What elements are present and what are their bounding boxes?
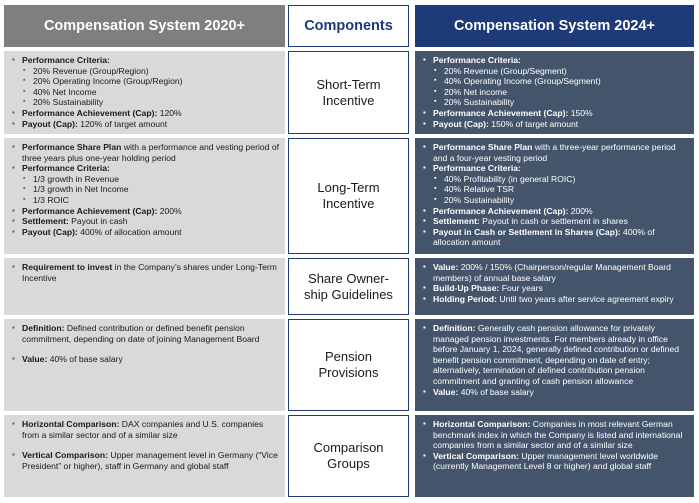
list-item: ▪ 20% Net income bbox=[423, 87, 688, 98]
list-item: ▪ Settlement: Payout in cash bbox=[12, 216, 279, 227]
pension-old-cell bbox=[4, 319, 285, 411]
list-item: ▪ Vertical Comparison: Upper management level in Germany (“Vice President” or higher), staff in Germany and global staff bbox=[12, 450, 279, 471]
list-item: ▪ 1/3 growth in Revenue bbox=[12, 174, 279, 185]
list-item: ▪ Vertical Comparison: Upper management level worldwide (currently Management Level 8 or higher) and global staff bbox=[423, 451, 688, 472]
pension-new-cell bbox=[415, 319, 694, 411]
component-share-ownership-guidelines: Share Owner-ship Guidelines bbox=[288, 258, 409, 315]
comparison-old-cell bbox=[4, 415, 285, 497]
list-item: ▪ 1/3 ROIC bbox=[12, 195, 279, 206]
header-components: Components bbox=[288, 5, 409, 47]
list-item: ▪ Horizontal Comparison: DAX companies and U.S. companies from a similar sector and of a similar size bbox=[12, 419, 279, 440]
list-item: ▪ Performance Share Plan with a three-year performance period and a four-year vesting period bbox=[423, 142, 688, 163]
sti-old-cell bbox=[4, 51, 285, 134]
list-item: ▪ Performance Criteria: bbox=[12, 163, 279, 174]
list-item: ▪ 20% Revenue (Group/Region) bbox=[12, 66, 279, 77]
list-item: ▪ 20% Revenue (Group/Segment) bbox=[423, 66, 688, 77]
lti-old-cell bbox=[4, 138, 285, 254]
list-item: ▪ Value: 200% / 150% (Chairperson/regular Management Board members) of annual base salary bbox=[423, 262, 688, 283]
list-item: ▪ 40% Net Income bbox=[12, 87, 279, 98]
list-item: ▪ Performance Achievement (Cap): 120% bbox=[12, 108, 279, 119]
header-compensation-2020: Compensation System 2020+ bbox=[4, 5, 285, 47]
component-pension-provisions: Pension Provisions bbox=[288, 319, 409, 411]
list-item: ▪ 20% Operating Income (Group/Region) bbox=[12, 76, 279, 87]
list-item: ▪ Performance Criteria: bbox=[423, 55, 688, 66]
list-item: ▪ Horizontal Comparison: Companies in most relevant German benchmark index in which the Company is listed and international companies from a similar sector and of a similar size bbox=[423, 419, 688, 451]
list-item: ▪ 20% Sustainability bbox=[423, 97, 688, 108]
list-item: ▪ Performance Criteria: bbox=[12, 55, 279, 66]
list-item: ▪ Performance Achievement (Cap): 150% bbox=[423, 108, 688, 119]
list-item: ▪ Payout (Cap): 400% of allocation amount bbox=[12, 227, 279, 238]
list-item: ▪ 40% Operating Income (Group/Segment) bbox=[423, 76, 688, 87]
list-item: ▪ 20% Sustainability bbox=[12, 97, 279, 108]
comparison-new-cell bbox=[415, 415, 694, 497]
list-item: ▪ Value: 40% of base salary bbox=[423, 387, 688, 398]
sog-new-cell bbox=[415, 258, 694, 315]
list-item: ▪ Definition: Defined contribution or defined benefit pension commitment, depending on date of joining Management Board bbox=[12, 323, 279, 344]
component-short-term-incentive: Short-Term Incentive bbox=[288, 51, 409, 134]
lti-new-cell bbox=[415, 138, 694, 254]
list-item: ▪ Performance Share Plan with a performance and vesting period of three years plus one-year holding period bbox=[12, 142, 279, 163]
component-comparison-groups: Comparison Groups bbox=[288, 415, 409, 497]
sti-new-cell bbox=[415, 51, 694, 134]
list-item: ▪ 20% Sustainability bbox=[423, 195, 688, 206]
list-item: ▪ Definition: Generally cash pension allowance for privately managed pension investments. For members already in office before January 1, 2024, generally defined contribution or defined benefit pension commitment, depending on date of entry; alternatively, termination of defined contribution pension commitment and granting of cash pension allowance bbox=[423, 323, 688, 387]
list-item: ▪ Performance Criteria: bbox=[423, 163, 688, 174]
list-item: ▪ Performance Achievement (Cap): 200% bbox=[423, 206, 688, 217]
list-item: ▪ Payout in Cash or Settlement in Shares (Cap): 400% of allocation amount bbox=[423, 227, 688, 248]
list-item: ▪ Requirement to invest in the Company’s shares under Long-Term Incentive bbox=[12, 262, 279, 283]
component-long-term-incentive: Long-Term Incentive bbox=[288, 138, 409, 254]
list-item: ▪ Performance Achievement (Cap): 200% bbox=[12, 206, 279, 217]
list-item: ▪ Build-Up Phase: Four years bbox=[423, 283, 688, 294]
list-item: ▪ 1/3 growth in Net Income bbox=[12, 184, 279, 195]
list-item: ▪ Settlement: Payout in cash or settlement in shares bbox=[423, 216, 688, 227]
header-compensation-2024: Compensation System 2024+ bbox=[415, 5, 694, 47]
list-item: ▪ Payout (Cap): 150% of target amount bbox=[423, 119, 688, 130]
sog-old-cell bbox=[4, 258, 285, 315]
list-item: ▪ Value: 40% of base salary bbox=[12, 354, 279, 365]
list-item: ▪ 40% Profitability (in general ROIC) bbox=[423, 174, 688, 185]
list-item: ▪ Holding Period: Until two years after service agreement expiry bbox=[423, 294, 688, 305]
list-item: ▪ Payout (Cap): 120% of target amount bbox=[12, 119, 279, 130]
list-item: ▪ 40% Relative TSR bbox=[423, 184, 688, 195]
